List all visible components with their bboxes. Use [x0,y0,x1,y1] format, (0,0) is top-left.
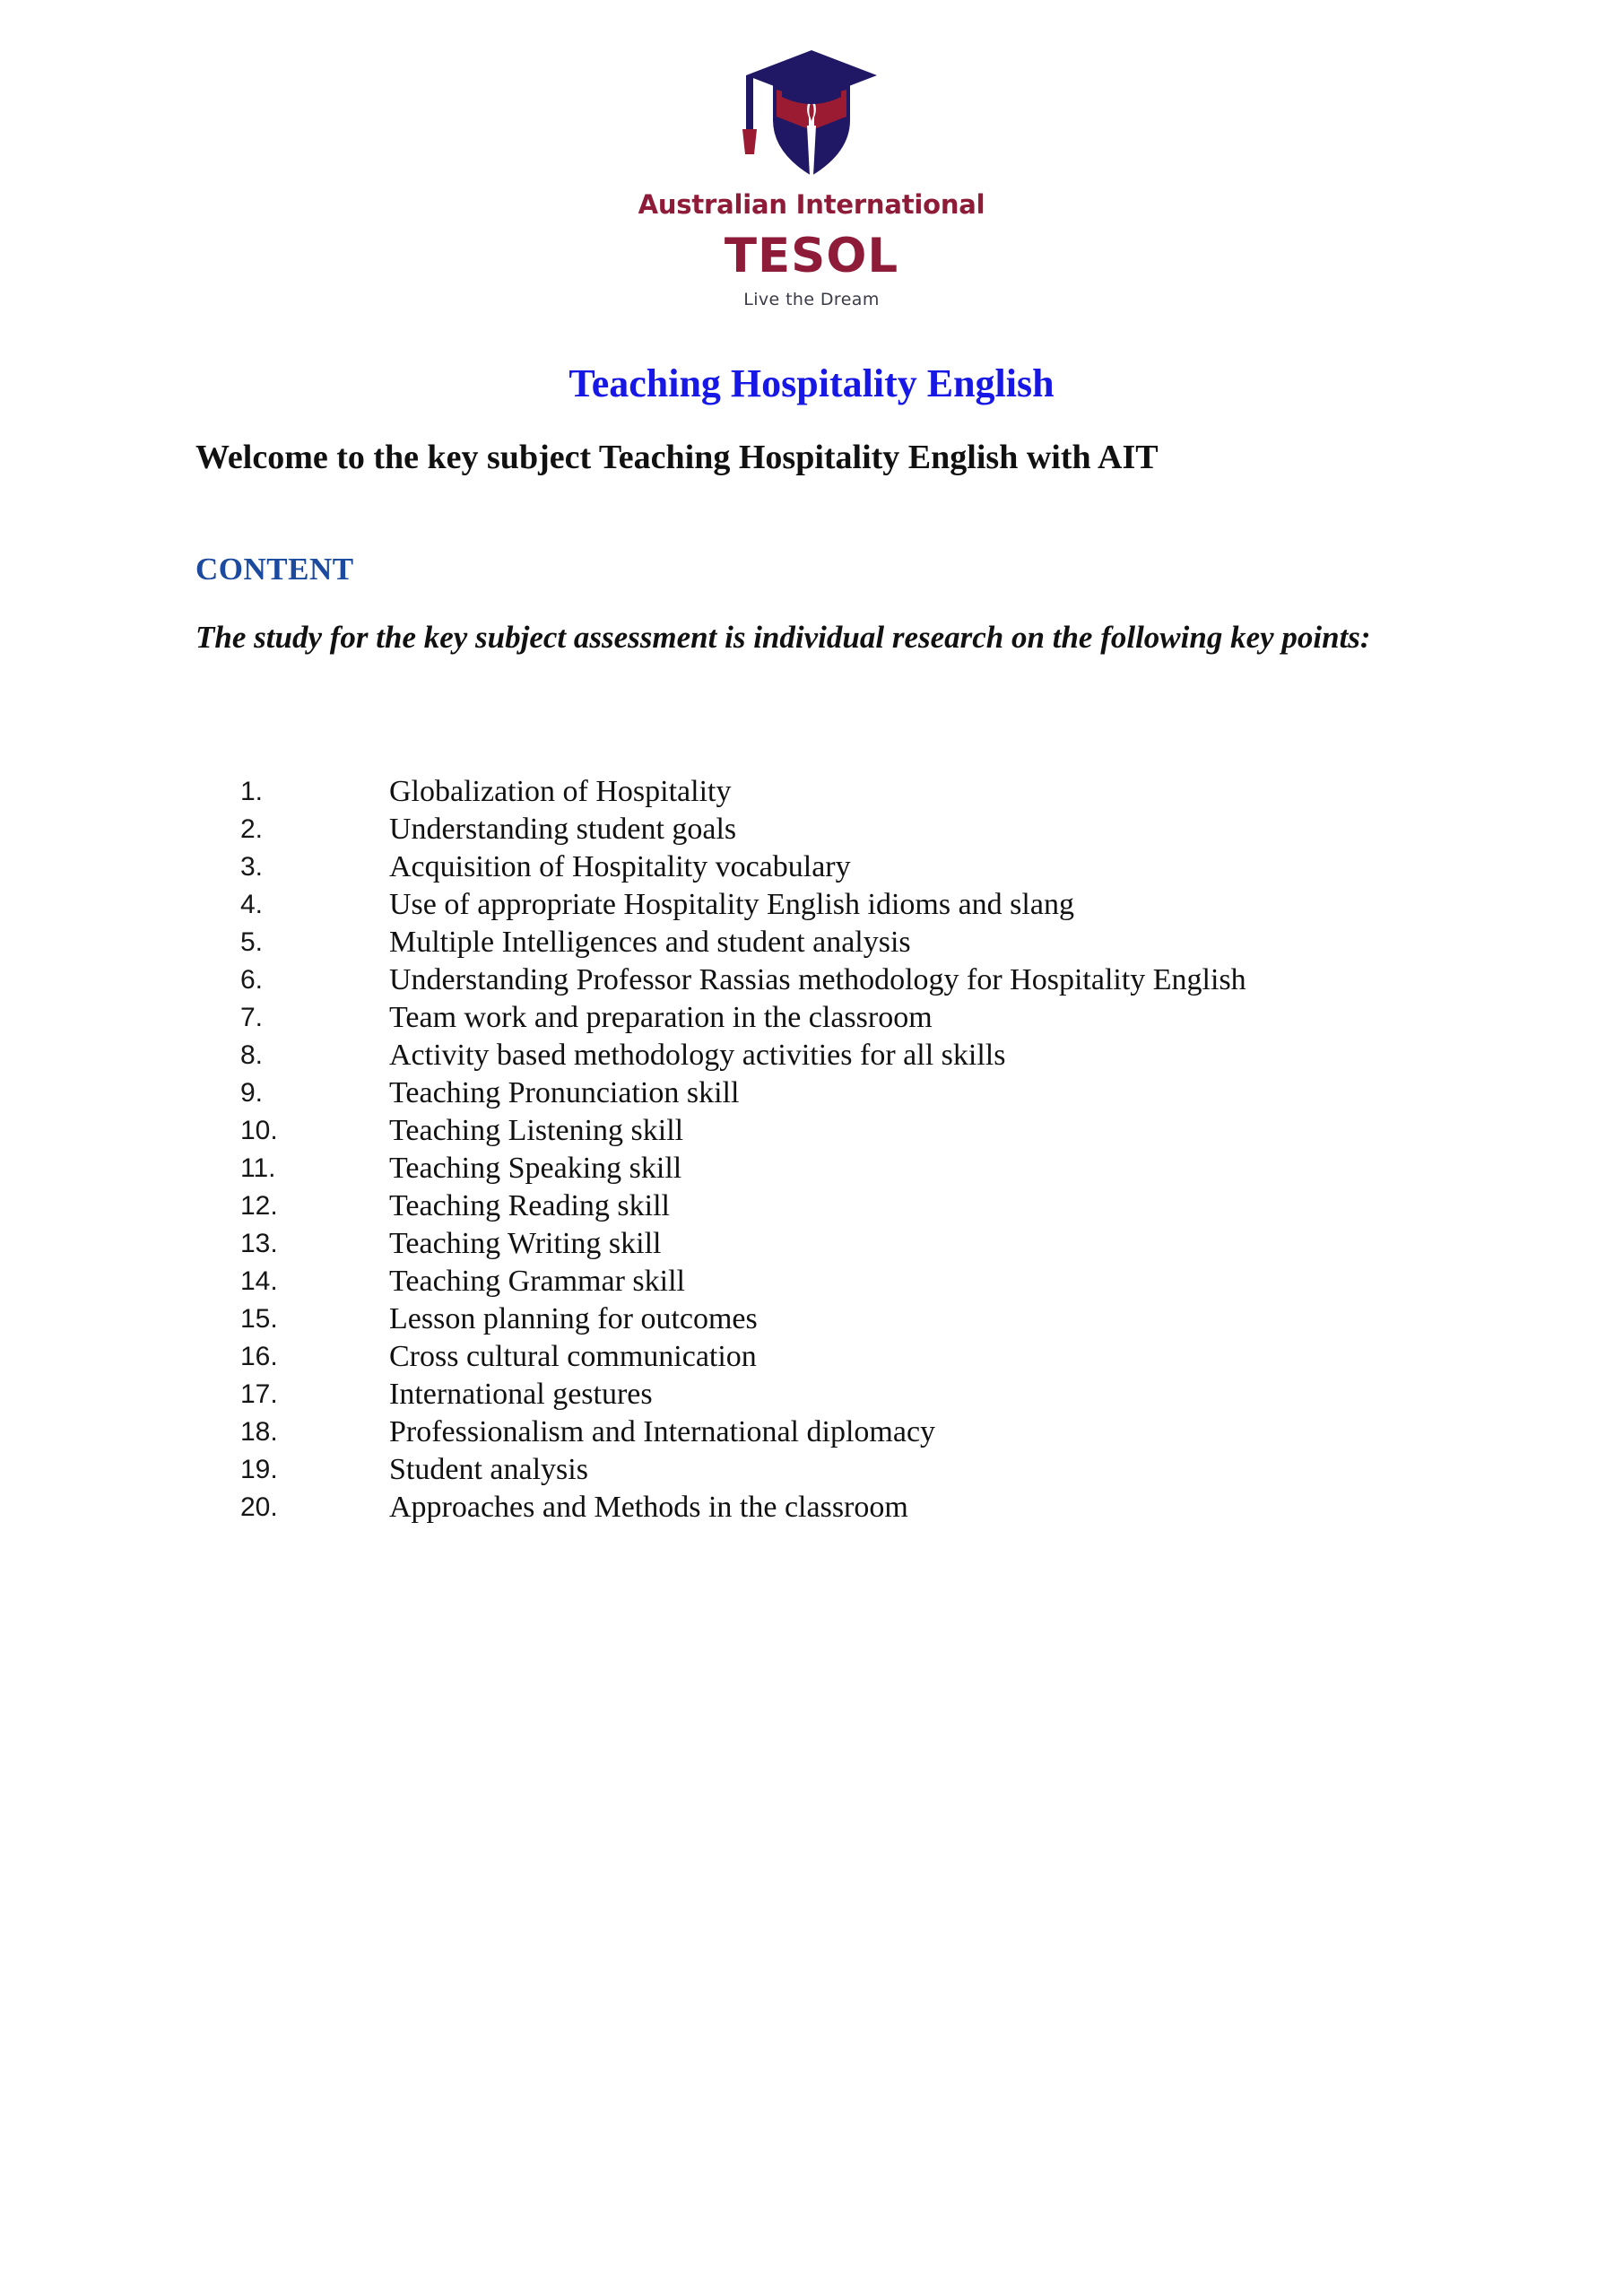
key-point-row [0,1376,1623,1413]
key-point-row [0,1413,1623,1451]
key-point-label: Professionalism and International diplomacy [389,1415,936,1448]
key-point-row [0,1074,1623,1112]
key-point-number: 4. [240,890,264,919]
key-point-row [0,1112,1623,1150]
key-point-number: 14. [240,1266,278,1296]
key-point-row [0,924,1623,961]
key-point-label: International gestures [389,1378,653,1411]
key-point-row [0,1150,1623,1187]
key-point-number: 19. [240,1455,278,1484]
key-point-row [0,1300,1623,1338]
key-point-row [0,886,1623,924]
key-point-label: Teaching Pronunciation skill [389,1076,740,1109]
key-point-row [0,848,1623,886]
key-point-label: Acquisition of Hospitality vocabulary [389,850,851,883]
key-point-number: 10. [240,1116,278,1145]
welcome-subtitle: Welcome to the key subject Teaching Hospitality English with AIT [195,439,1159,476]
key-point-row [0,1037,1623,1074]
key-points-list [0,773,1623,1526]
key-point-label: Understanding student goals [389,813,737,846]
key-point-number: 11. [240,1153,276,1183]
key-point-number: 6. [240,965,264,995]
key-point-number: 20. [240,1492,278,1522]
key-point-number: 1. [240,777,264,806]
key-point-label: Lesson planning for outcomes [389,1302,758,1335]
key-point-label: Teaching Reading skill [389,1189,670,1222]
organization-logo [0,43,1623,309]
key-point-label: Activity based methodology activities for all skills [389,1039,1006,1072]
key-point-number: 7. [240,1003,264,1032]
page-title: Teaching Hospitality English [568,361,1055,405]
key-point-label: Teaching Grammar skill [389,1265,685,1298]
key-point-row [0,1451,1623,1489]
key-point-row [0,1489,1623,1526]
logo-organization-name: Australian International [638,189,985,220]
key-point-label: Teaching Writing skill [389,1227,662,1260]
content-section-heading: CONTENT [195,552,354,587]
key-point-number: 15. [240,1304,278,1334]
key-point-number: 3. [240,852,264,882]
key-point-label: Teaching Listening skill [389,1114,684,1147]
key-point-label: Use of appropriate Hospitality English idioms and slang [389,888,1074,921]
key-point-number: 16. [240,1342,278,1371]
logo-wordmark: TESOL [724,229,899,283]
key-point-row [0,999,1623,1037]
key-point-number: 13. [240,1229,278,1258]
key-point-label: Multiple Intelligences and student analysis [389,926,911,959]
key-point-label: Cross cultural communication [389,1340,757,1373]
key-point-number: 8. [240,1040,264,1070]
key-point-label: Team work and preparation in the classroom [389,1001,933,1034]
key-point-number: 9. [240,1078,264,1108]
key-point-row [0,773,1623,811]
key-point-label: Approaches and Methods in the classroom [389,1491,908,1524]
key-point-row [0,1263,1623,1300]
key-point-label: Globalization of Hospitality [389,775,732,808]
key-point-number: 17. [240,1379,278,1409]
graduation-cap-shield-torch-icon [726,43,897,179]
key-point-label: Student analysis [389,1453,588,1486]
key-point-row [0,1187,1623,1225]
logo-tagline: Live the Dream [743,290,880,309]
intro-paragraph: The study for the key subject assessment is individual research on the following key points: [195,620,1371,655]
key-point-row [0,1225,1623,1263]
key-point-number: 2. [240,814,264,844]
key-point-number: 18. [240,1417,278,1447]
key-point-row [0,811,1623,848]
key-point-label: Understanding Professor Rassias methodology for Hospitality English [389,963,1246,996]
key-point-number: 5. [240,927,264,957]
key-point-label: Teaching Speaking skill [389,1152,682,1185]
key-point-number: 12. [240,1191,278,1221]
key-point-row [0,1338,1623,1376]
key-point-row [0,961,1623,999]
